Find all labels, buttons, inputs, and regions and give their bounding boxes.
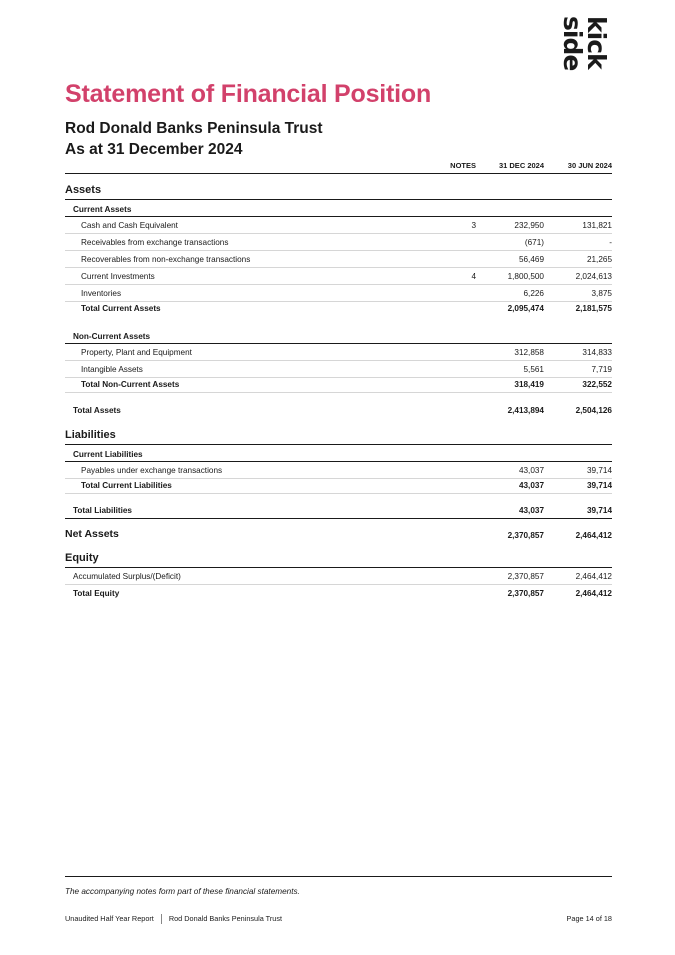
financial-position-table	[65, 160, 612, 601]
col-jun-header: 30 JUN 2024	[567, 161, 612, 170]
table-row: Property, Plant and Equipment 312,858 314,833	[65, 344, 612, 361]
total-equity-row: Total Equity 2,370,857 2,464,412	[73, 589, 612, 598]
table-row: Intangible Assets 5,561 7,719	[65, 361, 612, 378]
total-current-liabilities-row: Total Current Liabilities 43,037 39,714	[65, 479, 612, 494]
footer-entity-name: Rod Donald Banks Peninsula Trust	[168, 914, 283, 923]
footnote: The accompanying notes form part of these financial statements.	[65, 887, 300, 896]
table-row: Accumulated Surplus/(Deficit) 2,370,857 2,464,412	[65, 568, 612, 585]
col-notes-header: NOTES	[450, 161, 476, 170]
as-at-date: As at 31 December 2024	[65, 141, 243, 158]
table-row: Cash and Cash Equivalent 3 232,950 131,821	[65, 217, 612, 234]
subheading-current-assets: Current Assets	[65, 200, 612, 217]
total-current-assets-row: Total Current Assets 2,095,474 2,181,575	[81, 304, 612, 313]
section-heading-assets: Assets	[65, 174, 612, 200]
net-assets-row: Net Assets 2,370,857 2,464,412	[65, 528, 612, 540]
table-row: Inventories 6,226 3,875	[65, 285, 612, 302]
table-row: Receivables from exchange transactions (671) -	[65, 234, 612, 251]
svg-text:kick: kick	[582, 16, 611, 69]
table-row: Recoverables from non-exchange transactions 56,469 21,265	[65, 251, 612, 268]
footer-report-name: Unaudited Half Year Report	[65, 914, 154, 923]
total-liabilities-row: Total Liabilities 43,037 39,714	[65, 494, 612, 519]
col-dec-header: 31 DEC 2024	[498, 161, 544, 170]
svg-text:side: side	[558, 16, 587, 71]
footer-divider	[65, 876, 612, 877]
page-title: Statement of Financial Position	[65, 80, 432, 108]
footer-separator	[161, 914, 162, 924]
subheading-current-liabilities: Current Liabilities	[65, 445, 612, 462]
section-heading-equity: Equity	[65, 543, 612, 568]
kick-side-logo	[556, 16, 612, 82]
table-row: Current Investments 4 1,800,500 2,024,613	[65, 268, 612, 285]
total-non-current-assets-row: Total Non-Current Assets 318,419 322,552	[65, 378, 612, 393]
subtitle	[65, 118, 323, 160]
entity-name: Rod Donald Banks Peninsula Trust	[65, 120, 323, 137]
table-row: Payables under exchange transactions 43,037 39,714	[65, 462, 612, 479]
subheading-non-current-assets: Non-Current Assets	[65, 316, 612, 344]
column-header-row	[65, 160, 612, 174]
section-heading-liabilities: Liabilities	[65, 418, 612, 445]
footer-left	[65, 914, 282, 924]
page-number: Page 14 of 18	[566, 914, 612, 923]
total-assets-row: Total Assets 2,413,894 2,504,126	[73, 406, 612, 415]
